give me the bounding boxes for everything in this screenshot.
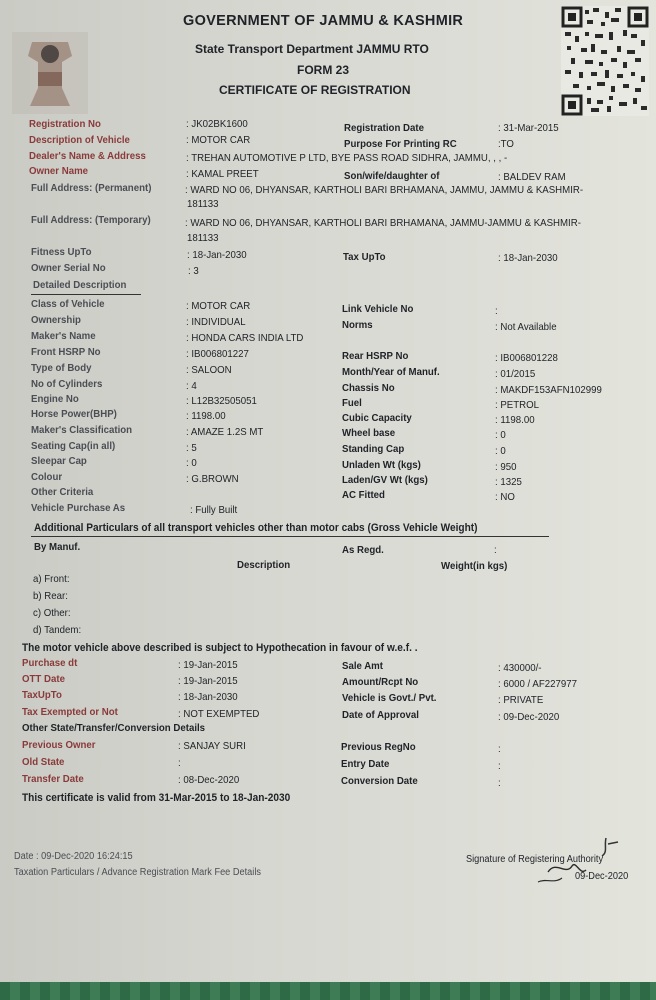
prev-reg-label: Previous RegNo bbox=[341, 741, 416, 753]
detail-right-value: : 950 bbox=[495, 461, 517, 473]
description-label: Description bbox=[237, 559, 291, 571]
fitness-value: : 18-Jan-2030 bbox=[187, 249, 247, 261]
detail-left-value: : Fully Built bbox=[190, 504, 238, 516]
ott-value: : 19-Jan-2015 bbox=[178, 675, 238, 687]
conversion-date-value: : bbox=[498, 777, 501, 789]
certificate-title: CERTIFICATE OF REGISTRATION bbox=[219, 83, 411, 97]
print-date: Date : 09-Dec-2020 16:24:15 bbox=[14, 851, 133, 862]
temp-address-line1: : WARD NO 06, DHYANSAR, KARTHOLI BARI BRHAMANA, JAMMU-JAMMU & KASHMIR- bbox=[185, 217, 581, 229]
signature-caption: Signature of Registering Authority bbox=[466, 854, 604, 865]
as-regd-label: As Regd. bbox=[342, 544, 384, 556]
additional-heading: Additional Particulars of all transport vehicles other than motor cabs (Gross Vehicle Weight) bbox=[34, 522, 478, 534]
govt-pvt-label: Vehicle is Govt./ Pvt. bbox=[342, 692, 437, 704]
document-bottom-edge bbox=[0, 982, 656, 1000]
tax-label: Tax UpTo bbox=[343, 251, 386, 263]
desc-label: Description of Vehicle bbox=[29, 134, 130, 146]
dealer-label: Dealer's Name & Address bbox=[29, 150, 146, 162]
detail-right-value: : NO bbox=[495, 491, 515, 503]
owner-value: : KAMAL PREET bbox=[186, 168, 259, 180]
exempt-value: : NOT EXEMPTED bbox=[178, 708, 260, 720]
detail-left-value: : 5 bbox=[186, 442, 197, 454]
detail-right-value: : 01/2015 bbox=[495, 368, 536, 380]
detail-left-value: : G.BROWN bbox=[186, 473, 239, 485]
purchase-label: Purchase dt bbox=[22, 657, 78, 669]
conversion-date-label: Conversion Date bbox=[341, 775, 418, 787]
prev-owner-value: : SANJAY SURI bbox=[178, 740, 246, 752]
hypothecation-statement: The motor vehicle above described is subject to Hypothecation in favour of w.e.f. . bbox=[22, 642, 418, 654]
taxupto-value: : 18-Jan-2030 bbox=[178, 691, 238, 703]
detail-left-label: Colour bbox=[31, 471, 63, 483]
additional-heading-underline bbox=[31, 536, 549, 537]
owner-label: Owner Name bbox=[29, 165, 89, 177]
detail-left-value: : HONDA CARS INDIA LTD bbox=[186, 332, 304, 344]
amount-label: Amount/Rcpt No bbox=[342, 676, 419, 688]
detail-left-value: : MOTOR CAR bbox=[186, 300, 251, 312]
serial-label: Owner Serial No bbox=[31, 262, 106, 274]
govt-title: GOVERNMENT OF JAMMU & KASHMIR bbox=[183, 13, 464, 29]
detail-right-label: Month/Year of Manuf. bbox=[342, 366, 440, 378]
detail-left-label: Other Criteria bbox=[31, 486, 94, 498]
temp-address-line2: 181133 bbox=[187, 232, 219, 244]
detail-left-label: Maker's Classification bbox=[31, 424, 133, 436]
detail-left-label: Ownership bbox=[31, 314, 81, 326]
detail-left-label: Horse Power(BHP) bbox=[31, 408, 117, 420]
taxation-particulars: Taxation Particulars / Advance Registration Mark Fee Details bbox=[14, 867, 261, 878]
detail-left-label: Type of Body bbox=[31, 362, 92, 374]
detail-heading-underline bbox=[31, 294, 141, 295]
as-regd-colon: : bbox=[494, 544, 497, 556]
approval-label: Date of Approval bbox=[342, 709, 419, 721]
old-state-label: Old State bbox=[22, 756, 65, 768]
govt-pvt-value: : PRIVATE bbox=[498, 694, 544, 706]
ott-label: OTT Date bbox=[22, 673, 65, 685]
approval-value: : 09-Dec-2020 bbox=[498, 711, 560, 723]
transfer-date-label: Transfer Date bbox=[22, 773, 84, 785]
detail-left-label: Maker's Name bbox=[31, 330, 96, 342]
detail-right-label: AC Fitted bbox=[342, 489, 385, 501]
exempt-label: Tax Exempted or Not bbox=[22, 706, 118, 718]
detail-right-value: : 1198.00 bbox=[495, 414, 535, 426]
form-title: FORM 23 bbox=[297, 63, 350, 77]
detail-left-value: : 1198.00 bbox=[186, 410, 226, 422]
detail-left-label: No of Cylinders bbox=[31, 378, 103, 390]
detail-right-value: : 0 bbox=[495, 429, 506, 441]
detail-right-label: Rear HSRP No bbox=[342, 350, 409, 362]
detail-left-value: : IB006801227 bbox=[186, 348, 249, 360]
weight-label: Weight(in kgs) bbox=[441, 560, 508, 572]
prev-owner-label: Previous Owner bbox=[22, 739, 96, 751]
perm-address-line1: : WARD NO 06, DHYANSAR, KARTHOLI BARI BRHAMANA, JAMMU, JAMMU & KASHMIR- bbox=[185, 184, 584, 196]
swd-value: : BALDEV RAM bbox=[498, 171, 566, 183]
purpose-label: Purpose For Printing RC bbox=[344, 138, 457, 150]
detail-left-label: Vehicle Purchase As bbox=[31, 502, 126, 514]
by-manuf-label: By Manuf. bbox=[34, 541, 81, 553]
tandem-label: d) Tandem: bbox=[33, 624, 82, 636]
old-state-value: : bbox=[178, 757, 181, 769]
detail-left-value: : INDIVIDUAL bbox=[186, 316, 246, 328]
transfer-heading: Other State/Transfer/Conversion Details bbox=[22, 722, 206, 734]
detail-heading: Detailed Description bbox=[33, 279, 127, 291]
perm-address-line2: 181133 bbox=[187, 198, 219, 210]
detail-right-label: Norms bbox=[342, 319, 373, 331]
detail-left-value: : AMAZE 1.2S MT bbox=[186, 426, 264, 438]
entry-date-label: Entry Date bbox=[341, 758, 390, 770]
purpose-value: :TO bbox=[498, 138, 514, 150]
detail-right-value: : PETROL bbox=[495, 399, 540, 411]
detail-right-value: : Not Available bbox=[495, 321, 557, 333]
detail-right-value: : IB006801228 bbox=[495, 352, 558, 364]
detail-left-value: : SALOON bbox=[186, 364, 232, 376]
serial-value: : 3 bbox=[188, 265, 199, 277]
entry-date-value: : bbox=[498, 760, 501, 772]
purchase-value: : 19-Jan-2015 bbox=[178, 659, 238, 671]
detail-left-label: Seating Cap(in all) bbox=[31, 440, 116, 452]
reg-no-label: Registration No bbox=[29, 118, 101, 130]
prev-reg-value: : bbox=[498, 743, 501, 755]
validity-statement: This certificate is valid from 31-Mar-2015 to 18-Jan-2030 bbox=[22, 792, 291, 804]
detail-left-label: Class of Vehicle bbox=[31, 298, 105, 310]
taxupto-label: TaxUpTo bbox=[22, 689, 62, 701]
swd-label: Son/wife/daughter of bbox=[344, 170, 440, 182]
state-emblem-icon bbox=[12, 32, 88, 114]
detail-right-label: Standing Cap bbox=[342, 443, 405, 455]
detail-left-label: Front HSRP No bbox=[31, 346, 101, 358]
detail-right-label: Cubic Capacity bbox=[342, 412, 412, 424]
detail-right-label: Unladen Wt (kgs) bbox=[342, 459, 421, 471]
detail-left-value: : 4 bbox=[186, 380, 197, 392]
detail-right-label: Link Vehicle No bbox=[342, 303, 414, 315]
qr-code-icon bbox=[561, 6, 649, 116]
sale-value: : 430000/- bbox=[498, 662, 542, 674]
perm-address-label: Full Address: (Permanent) bbox=[31, 182, 152, 194]
reg-no-value: : JK02BK1600 bbox=[186, 118, 248, 130]
detail-right-label: Laden/GV Wt (kgs) bbox=[342, 474, 428, 486]
reg-date-label: Registration Date bbox=[344, 122, 424, 134]
dept-title: State Transport Department JAMMU RTO bbox=[195, 42, 429, 56]
temp-address-label: Full Address: (Temporary) bbox=[31, 214, 151, 226]
rear-label: b) Rear: bbox=[33, 590, 68, 602]
detail-right-label: Chassis No bbox=[342, 382, 395, 394]
detail-left-value: : 0 bbox=[186, 457, 197, 469]
dealer-value: : TREHAN AUTOMOTIVE P LTD, BYE PASS ROAD SIDHRA, JAMMU, , , - bbox=[186, 152, 508, 164]
front-label: a) Front: bbox=[33, 573, 70, 585]
detail-left-value: : L12B32505051 bbox=[186, 395, 257, 407]
other-label: c) Other: bbox=[33, 607, 71, 619]
tax-value: : 18-Jan-2030 bbox=[498, 252, 558, 264]
fitness-label: Fitness UpTo bbox=[31, 246, 92, 258]
detail-right-label: Wheel base bbox=[342, 427, 396, 439]
detail-right-value: : bbox=[495, 305, 498, 317]
signature-date: 09-Dec-2020 bbox=[575, 871, 629, 882]
sale-label: Sale Amt bbox=[342, 660, 383, 672]
transfer-date-value: : 08-Dec-2020 bbox=[178, 774, 240, 786]
detail-right-label: Fuel bbox=[342, 397, 362, 409]
amount-value: : 6000 / AF227977 bbox=[498, 678, 577, 690]
reg-date-value: : 31-Mar-2015 bbox=[498, 122, 559, 134]
detail-left-label: Sleepar Cap bbox=[31, 455, 87, 467]
detail-right-value: : 0 bbox=[495, 445, 506, 457]
detail-left-label: Engine No bbox=[31, 393, 79, 405]
detail-right-value: : MAKDF153AFN102999 bbox=[495, 384, 602, 396]
desc-value: : MOTOR CAR bbox=[186, 134, 251, 146]
detail-right-value: : 1325 bbox=[495, 476, 522, 488]
